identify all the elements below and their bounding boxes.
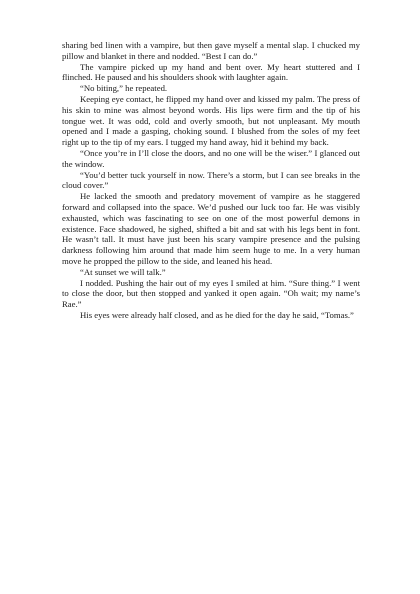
- paragraph: “At sunset we will talk.”: [80, 266, 166, 277]
- paragraph: sharing bed linen with a vampire, but then gave myself a mental slap. I chucked my pillow and blanket in there and nodded. “Best I can do.”: [62, 40, 360, 61]
- paragraph: His eyes were already half closed, and as he died for the day he said, “Tomas.”: [80, 309, 354, 320]
- paragraph: “No biting,” he repeated.: [80, 83, 168, 94]
- paragraph: I nodded. Pushing the hair out of my eyes I smiled at him. “Sure thing.” I went to close the door, but then stopped and yanked it open again. “Oh wait; my name’s Rae.”: [62, 277, 360, 310]
- paragraph: “You’d better tuck yourself in now. There’s a storm, but I can see breaks in the cloud cover.”: [62, 169, 360, 191]
- paragraph: He lacked the smooth and predatory movement of vampire as he staggered forward and collapsed into the space. We’d pushed our luck too far. He was visibly exhausted, which was fascinating to see on one of the most powerful demons in existence. Face shadowed, he sighed, shifted a bit and sat with his legs bent in font. He wasn’t tall. It must have just been his scary vampire presence and the pulsing darkness following him around that made him seem huge to me. In a very human move he propped the pillow to the side, and leaned his head.: [62, 191, 360, 266]
- paragraph: Keeping eye contact, he flipped my hand over and kissed my palm. The press of his skin to mine was almost beyond words. His lips were firm and the tip of his tongue wet. It was odd, cold and overly smooth, but not unpleasant. My mouth opened and I made a gasping, choking sound. I blushed from the soles of my feet right up to the tip of my ears. I tugged my hand away, hid it behind my back.: [62, 93, 360, 148]
- body-text: [62, 40, 360, 321]
- paragraph: The vampire picked up my hand and bent over. My heart stuttered and I flinched. He paused and his shoulders shook with laughter again.: [62, 61, 360, 83]
- paragraph: “Once you’re in I’ll close the doors, and no one will be the wiser.” I glanced out the window.: [62, 147, 360, 169]
